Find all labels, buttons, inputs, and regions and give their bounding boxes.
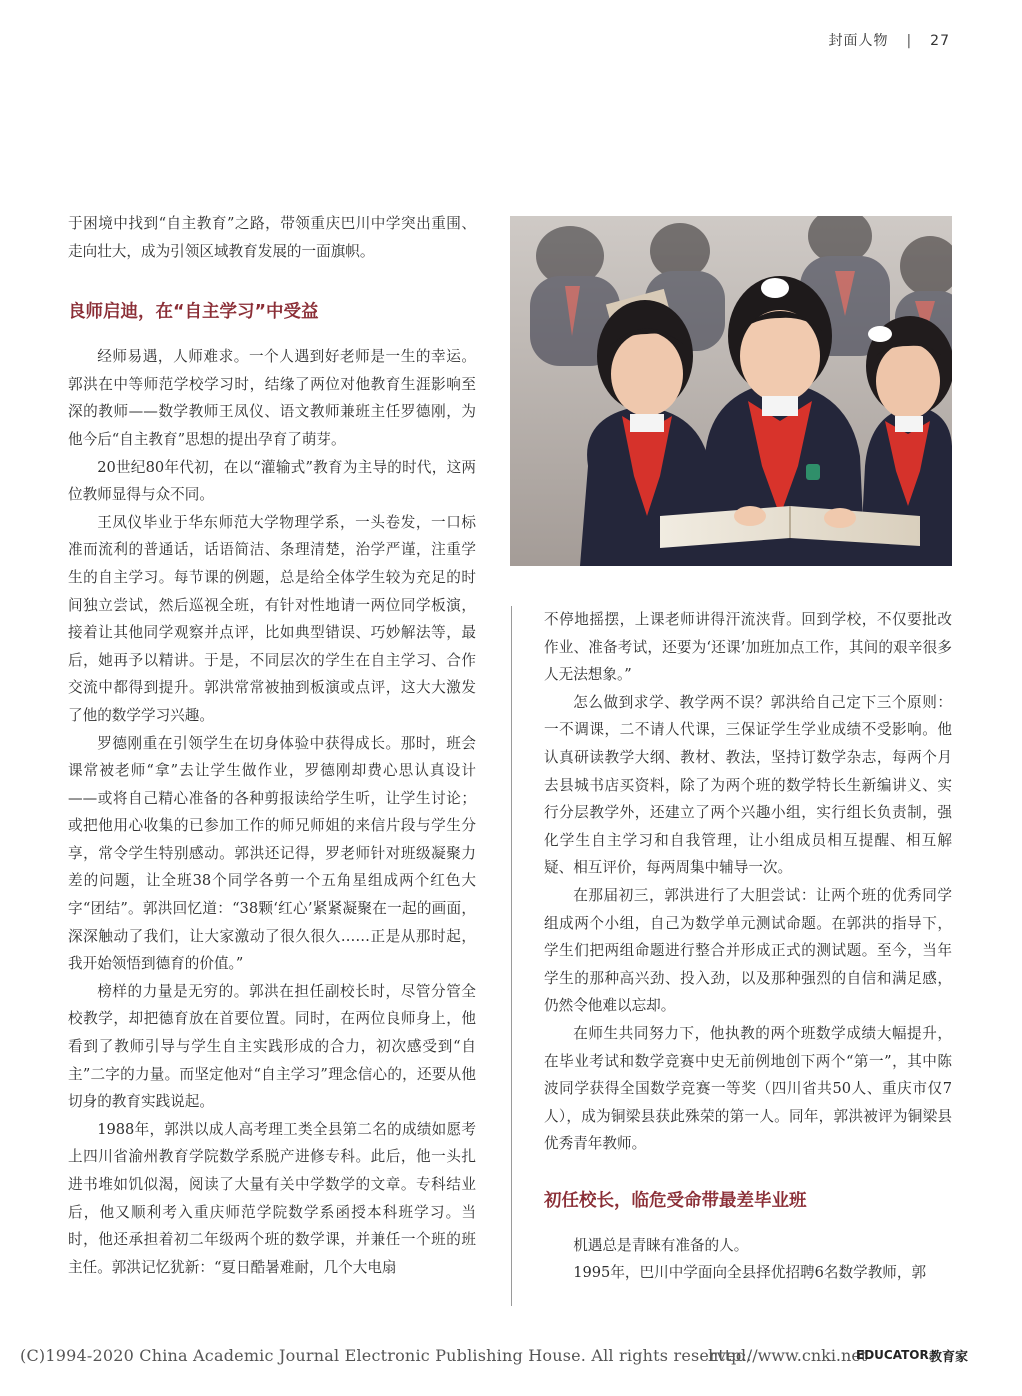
body-paragraph: 20世纪80年代初，在以“灌输式”教育为主导的时代，这两位教师显得与众不同。 <box>68 458 476 504</box>
section-heading: 初任校长，临危受命带最差毕业班 <box>544 1190 807 1211</box>
page-number: 27 <box>930 33 950 49</box>
body-paragraph: 王凤仪毕业于华东师范大学物理学系，一头卷发，一口标准而流利的普通话，话语简洁、条理清楚，治学严谨，注重学生的自主学习。每节课的例题，总是给全体学生较为充足的时间独立尝试，然后巡视全班，有针对性地请一两位同学板演，接着让其他同学观察并点评，比如典型错误、巧妙解法等，最后，她再予以精讲。于是，不同层次的学生在自主学习、合作交流中都得到提升。郭洪常常被抽到板演或点评，这大大激发了他的数学学习兴趣。 <box>68 513 476 724</box>
intro-paragraph: 于困境中找到“自主教育”之路，带领重庆巴川中学突出重围、走向壮大，成为引领区域教育发展的一面旗帜。 <box>68 215 476 260</box>
body-paragraph: 经师易遇，人师难求。一个人遇到好老师是一生的幸运。郭洪在中等师范学校学习时，结缘了两位对他教育生涯影响至深的教师——数学教师王凤仪、语文教师兼班主任罗德刚，为他今后“自主教育”思想的提出孕育了萌芽。 <box>68 348 476 448</box>
body-paragraph: 在那届初三，郭洪进行了大胆尝试：让两个班的优秀同学组成两个小组，自己为数学单元测试命题。在郭洪的指导下，学生们把两组命题进行整合并形成正式的测试题。至今，当年学生的那种高兴劲、投入劲，以及那种强烈的自信和满足感，仍然令他难以忘却。 <box>544 886 952 1015</box>
running-header <box>828 30 950 50</box>
body-paragraph: 在师生共同努力下，他执教的两个班数学成绩大幅提升，在毕业考试和数学竞赛中史无前例地创下两个“第一”，其中陈波同学获得全国数学竞赛一等奖（四川省共50人、重庆市仅7人），成为铜梁县获此殊荣的第一人。同年，郭洪被评为铜梁县优秀青年教师。 <box>544 1024 952 1153</box>
copyright-notice: (C)1994-2020 China Academic Journal Electronic Publishing House. All rights reserved. <box>20 1346 752 1365</box>
body-paragraph: 机遇总是青睐有准备的人。 <box>573 1236 749 1254</box>
brand-name-cn: 教育家 <box>929 1350 969 1365</box>
body-paragraph: 1995年，巴川中学面向全县择优招聘6名数学教师，郭 <box>573 1264 927 1282</box>
section-title: 封面人物 <box>828 33 889 49</box>
section-heading: 良师启迪，在“自主学习”中受益 <box>68 302 319 323</box>
body-paragraph: 1988年，郭洪以成人高考理工类全县第二名的成绩如愿考上四川省渝州教育学院数学系脱产进修专科。此后，他一头扎进书堆如饥似渴，阅读了大量有关中学数学的文章。专科结业后，他又顺利考入重庆师范学院数学系函授本科班学习。当时，他还承担着初二年级两个班的数学课，并兼任一个班的班主任。郭洪记忆犹新：“夏日酷暑难耐，几个大电扇 <box>68 1120 476 1276</box>
header-separator: | <box>906 33 913 49</box>
footer-url[interactable]: http://www.cnki.net <box>708 1346 868 1365</box>
column-divider <box>511 606 512 1306</box>
brand-name-en: EDUCATOR <box>856 1348 929 1362</box>
left-column <box>68 210 476 1281</box>
body-paragraph: 榜样的力量是无穷的。郭洪在担任副校长时，尽管分管全校教学，却把德育放在首要位置。同时，在两位良师身上，他看到了教师引导与学生自主实践形成的合力，初次感受到“自主”二字的力量。而坚定他对“自主学习”理念信心的，还要从他切身的教育实践说起。 <box>68 982 476 1111</box>
right-column <box>544 606 952 1287</box>
body-paragraph: 怎么做到求学、教学两不误？郭洪给自己定下三个原则：一不调课，二不请人代课，三保证学生学业成绩不受影响。他认真研读教学大纲、教材、教法，坚持订数学杂志，每两个月去县城书店买资料，除了为两个班的数学特长生新编讲义、实行分层教学外，还建立了两个兴趣小组，实行组长负责制，强化学生自主学习和自我管理，让小组成员相互提醒、相互解疑、相互评价，每两周集中辅导一次。 <box>544 693 952 877</box>
body-paragraph: 不停地摇摆，上课老师讲得汗流浃背。回到学校，不仅要批改作业、准备考试，还要为‘还课’加班加点工作，其间的艰辛很多人无法想象。” <box>544 611 952 684</box>
body-paragraph: 罗德刚重在引领学生在切身体验中获得成长。那时，班会课常被老师“拿”去让学生做作业，罗德刚却费心思认真设计——或将自己精心准备的各种剪报读给学生听，让学生讨论；或把他用心收集的已参加工作的师兄师姐的来信片段与学生分享，常令学生特别感动。郭洪还记得，罗老师针对班级凝聚力差的问题，让全班38个同学各剪一个五角星组成两个红色大字“团结”。郭洪回忆道：“38颗‘红心’紧紧凝聚在一起的画面，深深触动了我们，让大家激动了很久很久……正是从那时起，我开始领悟到德育的价值。” <box>68 734 476 973</box>
students-reading-photo <box>510 216 952 566</box>
footer <box>20 1346 1020 1370</box>
